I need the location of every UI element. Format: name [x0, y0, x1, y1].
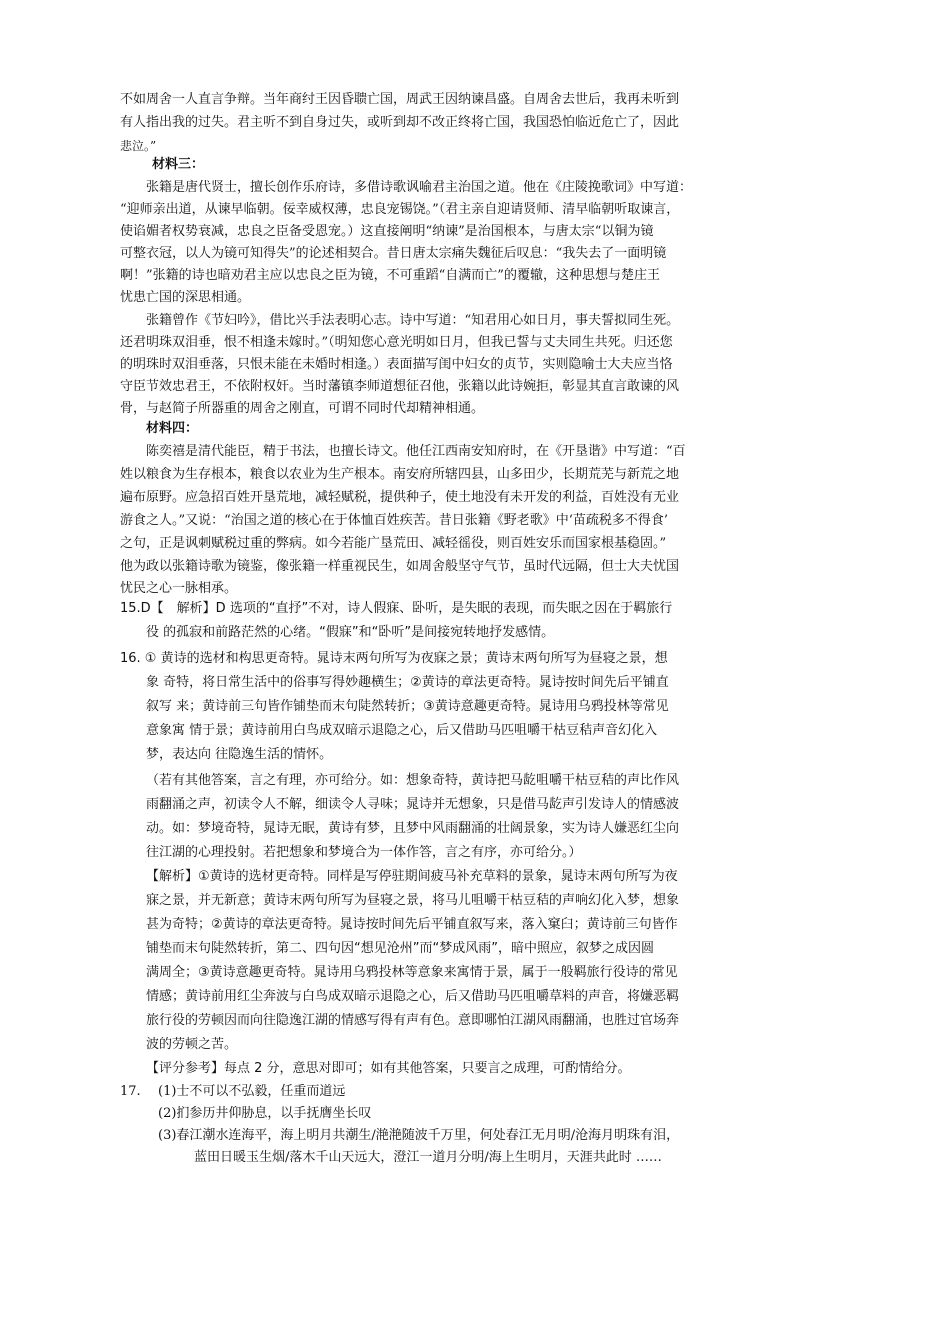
q17-item: 蓝田日暖玉生烟/落木千山天远大，澄江一道月分明/海上生明月，天涯共此时 …… [194, 1150, 662, 1165]
q16-analysis-line: 甚为奇特；②黄诗的章法更奇特。晁诗按时间先后平铺直叙写来，落入窠臼；黄诗前三句皆作 [146, 917, 678, 932]
q16-analysis-line: 旅行役的劳顿因而向往隐逸江湖的情感写得有声有色。意即哪怕江湖风雨翻涌，也胜过官场奔 [146, 1013, 680, 1028]
text-line: 可整衣冠，以人为镜可知得失”的论述相契合。昔日唐太宗痛失魏征后叹息：“我失去了一面明镜 [120, 246, 667, 261]
text-line: 之句，正是讽刺赋税过重的弊病。如今若能广垦荒田、减轻徭役，则百姓安乐而国家根基稳固。” [120, 536, 667, 551]
text-line: 使谄媚者权势衰减，忠良之臣备受恩宠。）这直接阐明“纳谏”是治国根本，与唐太宗“以铜为镜 [120, 224, 654, 239]
q16-answer-line: 16. ① 黄诗的选材和构思更奇特。晁诗末两句所写为夜寐之景；黄诗末两句所写为昼寝之景，想 [120, 651, 668, 666]
q16-alt-line: （若有其他答案，言之有理，亦可给分。如：想象奇特，黄诗把马龁咀嚼干枯豆秸的声比作风 [146, 773, 680, 788]
text-line: 遍布原野。应急招百姓开垦荒地，减轻赋税，提供种子，使土地没有未开发的利益，百姓没有无业 [120, 490, 680, 505]
q16-analysis-line: 满周全；③黄诗意趣更奇特。晁诗用乌鸦投林等意象来寓情于景，属于一般羁旅行役诗的常见 [146, 965, 678, 980]
q16-alt-line: 往江湖的心理投射。若把想象和梦境合为一体作答，言之有序，亦可给分。） [146, 845, 582, 860]
text-line: 啊！”张籍的诗也暗劝君主应以忠良之臣为镜，不可重蹈“自满而亡”的覆辙，这种思想与楚庄王 [120, 268, 660, 283]
q17-number: 17. [120, 1084, 141, 1099]
q17-item: (2)扪参历井仰胁息，以手抚膺坐长叹 [158, 1106, 372, 1121]
q15-answer-line: 15.D【 解析】D 选项的“直抒”不对，诗人假寐、卧听，是失眠的表现，而失眠之因在于羁旅行 [120, 601, 673, 616]
q16-analysis-line: 寐之景，并无新意；黄诗末两句所写为昼寝之景，将马儿咀嚼干枯豆秸的声响幻化入梦，想象 [146, 893, 680, 908]
q16-alt-line: 动。如：梦境奇特，晁诗无眠，黄诗有梦，且梦中风雨翻涌的壮阔景象，实为诗人嫌恶红尘向 [146, 821, 680, 836]
q16-answer-line: 意象寓 情于景；黄诗前用白鸟成双暗示退隐之心，后又借助马匹咀嚼干枯豆秸声音幻化入 [146, 723, 658, 738]
section-heading: 材料四： [146, 421, 199, 436]
text-line: 不如周舍一人直言争辩。当年商纣王因昏聩亡国，周武王因纳谏昌盛。自周舍去世后，我再未听到 [120, 92, 680, 107]
q16-answer-line: 叙写 来；黄诗前三句皆作铺垫而末句陡然转折；③黄诗意趣更奇特。晁诗用乌鸦投林等常见 [146, 699, 669, 714]
q15-answer-line: 役 的孤寂和前路茫然的心绪。“假寐”和“卧听”是间接宛转地抒发感情。 [146, 625, 555, 640]
q16-analysis-line: 情感；黄诗前用红尘奔波与白鸟成双暗示退隐之心，后又借助马匹咀嚼草料的声音，将嫌恶羁 [146, 989, 680, 1004]
q16-analysis-line: 铺垫而末句陡然转折，第二、四句因“想见沧州”而“梦成风雨”，暗中照应，叙梦之成因圆 [146, 941, 654, 956]
text-line: 姓以粮食为生存根本，粮食以农业为生产根本。南安府所辖四县，山多田少，长期荒芜与新荒之地 [120, 467, 680, 482]
q16-analysis-line: 【解析】①黄诗的选材更奇特。同样是写停驻期间疲马补充草料的景象，晁诗末两句所写为夜 [146, 869, 678, 884]
q17-item: (3)春江潮水连海平，海上明月共潮生/滟滟随波千万里，何处春江无月明/沧海月明珠有泪， [158, 1128, 680, 1143]
q16-analysis-line: 波的劳顿之苦。 [146, 1037, 238, 1052]
q16-answer-line: 象 奇特，将日常生活中的俗事写得妙趣横生；②黄诗的章法更奇特。晁诗按时间先后平铺直 [146, 675, 669, 690]
text-line: 有人指出我的过失。君主听不到自身过失，或听到却不改正终将亡国，我国恐怕临近危亡了，因此 [120, 115, 680, 130]
text-line: 守臣节效忠君王，不依附权奸。当时藩镇李师道想征召他，张籍以此诗婉拒，彰显其直言敢谏的风 [120, 379, 680, 394]
text-line: 忧民之心一脉相承。 [120, 581, 238, 596]
text-line: 陈奕禧是清代能臣，精于书法，也擅长诗文。他任江西南安知府时，在《开垦谐》中写道：“百 [146, 444, 686, 459]
q16-answer-line: 梦，表达向 往隐逸生活的情怀。 [146, 747, 333, 762]
text-line: 他为政以张籍诗歌为镜鉴，像张籍一样重视民生，如周舍般坚守气节，虽时代远隔，但士大夫忧国 [120, 559, 680, 574]
text-line: 骨，与赵简子所器重的周舍之刚直，可谓不同时代却精神相通。 [120, 401, 485, 416]
text-line: 还君明珠双泪垂，恨不相逢未嫁时。”（明知您心意光明如日月，但我已誓与丈夫同生共死。归还您 [120, 335, 673, 350]
q16-alt-line: 雨翻涌之声，初读令人不解，细读令人寻味；晁诗并无想象，只是借马龁声引发诗人的情感波 [146, 797, 680, 812]
q17-item: (1)士不可以不弘毅，任重而道远 [158, 1084, 346, 1099]
text-line: 张籍是唐代贤士，擅长创作乐府诗，多借诗歌讽喻君主治国之道。他在《庄陵挽歌词》中写道： [146, 180, 693, 195]
text-line: “迎师亲出道，从谏早临朝。佞幸威权薄，忠良宠锡饶。”（君主亲自迎请贤师、清早临朝听取谏言， [120, 202, 680, 217]
text-line: 悲泣。” [120, 139, 157, 153]
section-heading: 材料三： [152, 157, 205, 172]
text-line: 忧患亡国的深思相通。 [120, 290, 251, 305]
q16-scoring-note: 【评分参考】每点 2 分，意思对即可；如有其他答案，只要言之成理，可酌情给分。 [146, 1061, 631, 1076]
text-line: 游食之人。”又说：“治国之道的核心在于体恤百姓疾苦。昔日张籍《野老歌》中‘苗疏税多不得食’ [120, 513, 669, 528]
text-line: 张籍曾作《节妇吟》，借比兴手法表明心志。诗中写道：“知君用心如日月，事夫誓拟同生死。 [146, 313, 680, 328]
text-line: 的明珠时双泪垂落，只恨未能在未婚时相逢。）表面描写闺中妇女的贞节，实则隐喻士大夫应当恪 [120, 357, 673, 372]
